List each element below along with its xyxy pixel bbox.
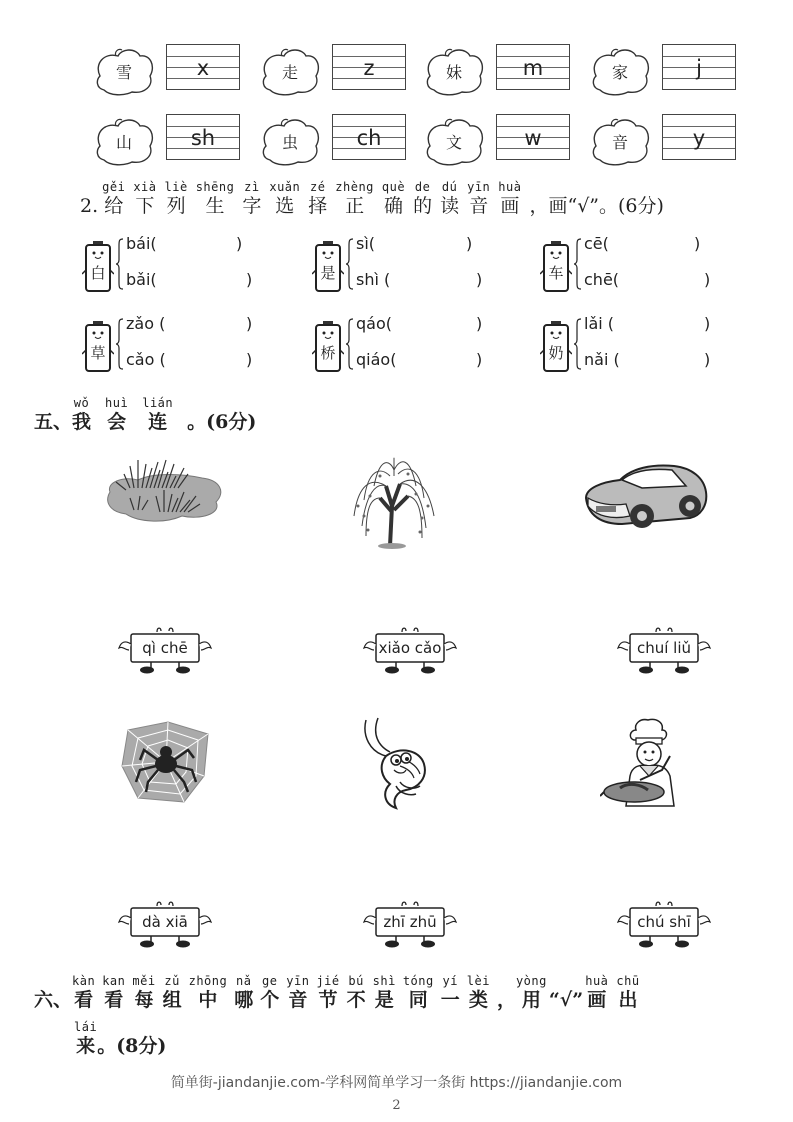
hanzi-text: 画 <box>500 195 520 217</box>
leaf-character <box>258 116 322 164</box>
chef-picture <box>600 716 700 810</box>
pinyin-text: ge <box>262 974 278 988</box>
pronunciation-option[interactable]: chē( <box>584 270 620 289</box>
four-line-grid <box>166 44 240 90</box>
card-pinyin-label: dà xiā <box>142 913 188 931</box>
pronunciation-option[interactable]: qáo( <box>356 314 392 333</box>
pinyin-character-cell <box>105 396 128 434</box>
shrimp-picture <box>356 716 440 812</box>
car-picture <box>582 458 710 536</box>
hanzi-text: 给 <box>104 195 124 217</box>
pinyin-text: gěi <box>102 180 126 194</box>
pinyin-word-card[interactable] <box>616 624 712 674</box>
pinyin-text: zé <box>310 180 326 194</box>
brace-icon <box>116 318 124 370</box>
pinyin-character-cell <box>234 974 253 1012</box>
hanzi-text: 生 <box>205 195 225 217</box>
four-line-grid <box>166 114 240 160</box>
battery-character-text: 是 <box>320 264 336 282</box>
brace-icon <box>346 238 354 290</box>
battery-character <box>540 240 572 294</box>
pinyin-text: xià <box>133 180 157 194</box>
answer-blank-close-paren: ) <box>246 350 253 369</box>
leaf-character-text: 妹 <box>445 63 462 82</box>
hanzi-text: 的 <box>413 195 433 217</box>
section6-lai: lái 来 <box>74 1020 98 1057</box>
pinyin-text: liè <box>164 180 188 194</box>
pinyin-word-card[interactable] <box>362 624 458 674</box>
spider-web-picture <box>118 720 212 804</box>
pinyin-text: shēng <box>195 180 235 194</box>
pinyin-character-cell <box>335 180 374 218</box>
pinyin-character-cell <box>316 974 339 1012</box>
grass-picture <box>104 452 226 524</box>
pronunciation-option[interactable]: zǎo ( <box>126 314 166 333</box>
four-line-grid <box>662 114 736 160</box>
pinyin-character-cell <box>102 974 125 1012</box>
hanzi-text: 我 <box>72 411 92 433</box>
answer-blank-close-paren: ) <box>704 350 711 369</box>
pinyin-character-cell <box>269 180 300 218</box>
card-pinyin-label: qì chē <box>142 639 188 657</box>
pinyin-word-card[interactable] <box>616 898 712 948</box>
pinyin-text: lián <box>142 396 174 410</box>
pinyin-character-cell <box>189 974 228 1012</box>
pronunciation-option[interactable]: shì ( <box>356 270 391 289</box>
consonant-letter: w <box>524 126 542 150</box>
battery-character <box>312 240 344 294</box>
consonant-letter: j <box>696 56 702 80</box>
card-pinyin-label: chú shī <box>637 913 691 931</box>
battery-character-text: 车 <box>548 264 564 282</box>
four-line-grid <box>332 44 406 90</box>
pinyin-text: zì <box>244 180 260 194</box>
pinyin-character-cell <box>242 180 261 218</box>
pinyin-text: yīn <box>286 974 310 988</box>
pronunciation-option[interactable]: cǎo ( <box>126 350 166 369</box>
pinyin-text: zǔ <box>164 974 180 988</box>
pinyin-character-cell <box>382 180 405 218</box>
pinyin-character-cell <box>373 974 396 1012</box>
pinyin-text: què <box>381 180 406 194</box>
brace-icon <box>116 238 124 290</box>
battery-character <box>312 320 344 374</box>
four-line-grid <box>496 114 570 160</box>
pinyin-text: de <box>414 180 431 194</box>
pronunciation-option[interactable]: nǎi ( <box>584 350 620 369</box>
q2-title <box>80 180 664 218</box>
four-line-grid <box>496 44 570 90</box>
pinyin-text: huì <box>105 396 129 410</box>
pinyin-text: xuǎn <box>269 180 301 194</box>
card-pinyin-label: xiǎo cǎo <box>378 639 442 657</box>
answer-blank-close-paren: ) <box>694 234 701 253</box>
pinyin-text: kàn <box>72 974 96 988</box>
pinyin-character-cell <box>403 974 434 1012</box>
pinyin-text: bú <box>348 974 364 988</box>
answer-blank-close-paren: ) <box>704 270 711 289</box>
pinyin-text: nǎ <box>236 974 252 988</box>
pinyin-character-cell <box>286 974 309 1012</box>
pinyin-character-cell <box>142 396 173 434</box>
pinyin-character-cell <box>498 180 521 218</box>
pinyin-word-card[interactable] <box>117 898 213 948</box>
answer-blank-close-paren: ) <box>476 270 483 289</box>
leaf-character-text: 家 <box>611 63 628 82</box>
leaf-character <box>92 116 156 164</box>
hanzi-text: 字 <box>242 195 262 217</box>
pronunciation-option[interactable]: bǎi( <box>126 270 157 289</box>
four-line-grid <box>662 44 736 90</box>
pinyin-text: zhōng <box>188 974 228 988</box>
brace-icon <box>574 318 582 370</box>
hanzi-text: 一 <box>440 989 460 1011</box>
section6-yong: yòng 用 <box>515 974 547 1011</box>
leaf-character-text: 虫 <box>281 133 298 152</box>
q2-tail: ，画“√”。(6分) <box>529 195 664 217</box>
pinyin-text: shì <box>372 974 396 988</box>
pinyin-character-cell <box>132 974 155 1012</box>
footer-watermark: 简单街-jiandanjie.com-学科网简单学习一条街 https://jiandanjie.com <box>170 1075 623 1091</box>
pinyin-character-cell <box>163 974 182 1012</box>
leaf-character <box>92 46 156 94</box>
section6-tail: 。(8分) <box>97 1035 167 1057</box>
pronunciation-option[interactable]: sì( <box>356 234 376 253</box>
hanzi-text: 音 <box>469 195 489 217</box>
hanzi-text: 正 <box>345 195 365 217</box>
page-number: 2 <box>392 1098 401 1113</box>
hanzi-text: 中 <box>198 989 218 1011</box>
four-line-grid <box>332 114 406 160</box>
hanzi-text: 选 <box>275 195 295 217</box>
battery-character <box>82 240 114 294</box>
section6-hua: huà 画 <box>585 974 609 1011</box>
answer-blank-close-paren: ) <box>476 350 483 369</box>
answer-blank-close-paren: ) <box>476 314 483 333</box>
hanzi-text: 确 <box>383 195 403 217</box>
pinyin-text: yí <box>442 974 458 988</box>
card-pinyin-label: chuí liǔ <box>636 639 692 657</box>
hanzi-text: 类 <box>468 989 488 1011</box>
card-pinyin-label: zhī zhū <box>383 913 437 931</box>
section5-title <box>34 396 256 434</box>
hanzi-text: 列 <box>166 195 186 217</box>
pinyin-character-cell <box>440 180 459 218</box>
pinyin-text: huà <box>498 180 522 194</box>
hanzi-text: 是 <box>374 989 394 1011</box>
hanzi-text: 读 <box>440 195 460 217</box>
pinyin-character-cell <box>441 974 460 1012</box>
answer-blank-close-paren: ) <box>704 314 711 333</box>
section6-title-line2 <box>74 1020 166 1058</box>
hanzi-text: 下 <box>135 195 155 217</box>
section6-chu: chū 出 <box>616 974 640 1011</box>
hanzi-text: 会 <box>107 411 127 433</box>
consonant-letter: m <box>522 56 544 80</box>
pinyin-text: lèi <box>466 974 490 988</box>
battery-character-text: 桥 <box>320 344 336 362</box>
leaf-character <box>588 46 652 94</box>
brace-icon <box>346 318 354 370</box>
leaf-character-text: 文 <box>445 133 462 152</box>
pinyin-text: jié <box>316 974 340 988</box>
pinyin-text: zhèng <box>335 180 374 194</box>
answer-blank-close-paren: ) <box>236 234 243 253</box>
pinyin-character-cell <box>308 180 327 218</box>
pinyin-character-cell <box>165 180 188 218</box>
consonant-letter: ch <box>356 126 382 150</box>
pinyin-character-cell <box>133 180 156 218</box>
section5-prefix: 五、 <box>34 411 73 433</box>
pinyin-word-card[interactable] <box>362 898 458 948</box>
hanzi-text: 同 <box>408 989 428 1011</box>
pinyin-text: kan <box>102 974 126 988</box>
leaf-character-text: 走 <box>281 63 298 82</box>
hanzi-text: 哪 <box>234 989 254 1011</box>
pronunciation-option[interactable]: bái( <box>126 234 157 253</box>
leaf-character <box>588 116 652 164</box>
answer-blank-close-paren: ) <box>246 270 253 289</box>
hanzi-text: 择 <box>308 195 328 217</box>
pinyin-text: wǒ <box>73 396 90 410</box>
pinyin-character-cell <box>467 180 490 218</box>
hanzi-text: 节 <box>318 989 338 1011</box>
consonant-letter: x <box>196 56 210 80</box>
section6-prefix: 六、 <box>34 989 73 1011</box>
pinyin-character-cell <box>467 974 490 1012</box>
pronunciation-option[interactable]: lǎi ( <box>584 314 615 333</box>
pinyin-character-cell <box>102 180 125 218</box>
leaf-character-text: 雪 <box>115 63 132 82</box>
consonant-letter: sh <box>190 126 216 150</box>
leaf-character <box>258 46 322 94</box>
pronunciation-option[interactable]: cē( <box>584 234 609 253</box>
answer-blank-close-paren: ) <box>246 314 253 333</box>
battery-character <box>540 320 572 374</box>
pinyin-character-cell <box>413 180 432 218</box>
willow-tree-picture <box>350 446 438 550</box>
pinyin-text: měi <box>132 974 156 988</box>
section6-comma: ， <box>496 989 516 1011</box>
pinyin-character-cell <box>347 974 366 1012</box>
hanzi-text: 不 <box>346 989 366 1011</box>
battery-character-text: 白 <box>90 264 106 282</box>
pinyin-text: dú <box>441 180 458 194</box>
pinyin-character-cell <box>72 974 95 1012</box>
pinyin-text: yīn <box>467 180 491 194</box>
battery-character <box>82 320 114 374</box>
pronunciation-option[interactable]: qiáo( <box>356 350 397 369</box>
pinyin-character-cell <box>72 396 91 434</box>
section6-check-mark: “√” <box>548 989 584 1011</box>
q2-number: 2. <box>80 195 99 217</box>
hanzi-text: 个 <box>260 989 280 1011</box>
hanzi-text: 音 <box>288 989 308 1011</box>
hanzi-text: 组 <box>162 989 182 1011</box>
leaf-character <box>422 116 486 164</box>
pinyin-character-cell <box>196 180 235 218</box>
hanzi-text: 看 <box>74 989 94 1011</box>
section5-tail: 。(6分) <box>187 411 257 433</box>
leaf-character <box>422 46 486 94</box>
consonant-letter: y <box>692 126 706 150</box>
hanzi-text: 连 <box>148 411 168 433</box>
section6-title-line1 <box>34 974 640 1012</box>
pinyin-text: tóng <box>402 974 434 988</box>
pinyin-word-card[interactable] <box>117 624 213 674</box>
battery-character-text: 奶 <box>548 344 564 362</box>
hanzi-text: 每 <box>134 989 154 1011</box>
answer-blank-close-paren: ) <box>466 234 473 253</box>
battery-character-text: 草 <box>90 344 106 362</box>
consonant-letter: z <box>363 56 375 80</box>
leaf-character-text: 山 <box>115 133 132 152</box>
brace-icon <box>574 238 582 290</box>
pinyin-character-cell <box>260 974 279 1012</box>
leaf-character-text: 音 <box>611 133 628 152</box>
hanzi-text: 看 <box>104 989 124 1011</box>
